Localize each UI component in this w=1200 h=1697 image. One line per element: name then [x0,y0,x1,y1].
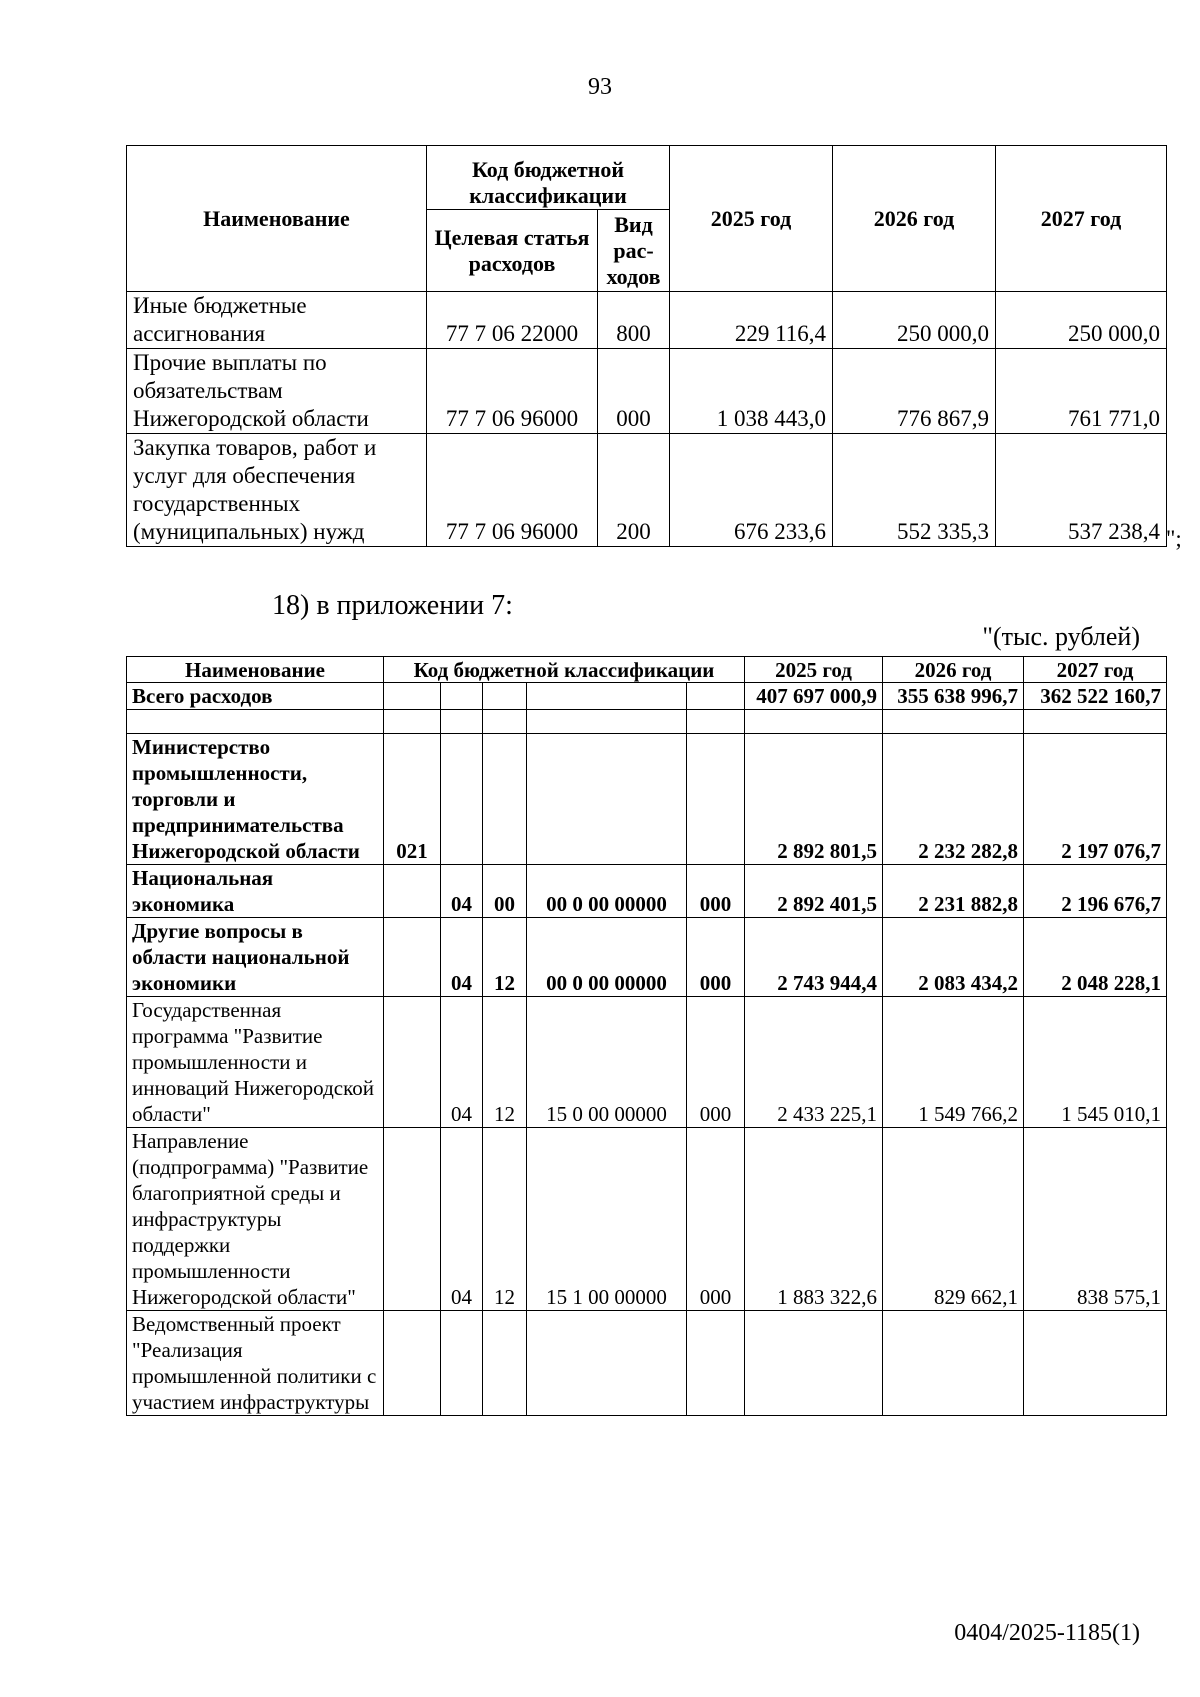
row-2026 [883,1311,1024,1416]
row-2027: 250 000,0 [996,292,1167,349]
row-ved [384,1311,441,1416]
row-name: Национальная экономика [127,865,384,918]
header-code-group: Код бюджетной классификации [427,146,670,210]
row-2025: 676 233,6 [670,434,833,547]
appendix-7-table [126,656,1167,1416]
row-vid: 000 [598,349,670,434]
row-2026: 1 549 766,2 [883,997,1024,1128]
row-2026: 552 335,3 [833,434,996,547]
header-2025: 2025 год [670,146,833,292]
header-name: Наименование [127,146,427,292]
total-2025: 407 697 000,9 [745,683,883,710]
row-name: Ведомственный проект "Реализация промышленной политики с участием инфраструктуры [127,1311,384,1416]
table-closing-quote: "; [1166,526,1182,551]
row-name: Направление (подпрограмма) "Развитие благоприятной среды и инфраструктуры поддержки промышленности Нижегородской области" [127,1128,384,1311]
header-expense-type: Вид рас-ходов [598,210,670,292]
row-ved [384,918,441,997]
row-2025 [745,1311,883,1416]
row-2025: 1 038 443,0 [670,349,833,434]
table-row [127,997,1167,1128]
row-2027: 761 771,0 [996,349,1167,434]
row-2025: 2 892 401,5 [745,865,883,918]
row-ved [384,865,441,918]
total-2027: 362 522 160,7 [1024,683,1167,710]
row-2027: 2 048 228,1 [1024,918,1167,997]
row-vr [687,734,745,865]
row-2027: 2 197 076,7 [1024,734,1167,865]
row-code: 77 7 06 96000 [427,434,598,547]
row-name: Министерство промышленности, торговли и предпринимательства Нижегородской области [127,734,384,865]
row-cs: 15 0 00 00000 [527,997,687,1128]
row-cs [527,1311,687,1416]
row-2026: 776 867,9 [833,349,996,434]
row-rz [441,734,483,865]
row-cs: 00 0 00 00000 [527,918,687,997]
row-2027: 1 545 010,1 [1024,997,1167,1128]
table-row [127,434,1167,547]
row-name: Прочие выплаты по обязательствам Нижегородской области [127,349,427,434]
row-vid: 800 [598,292,670,349]
row-pr: 12 [483,997,527,1128]
row-cs [527,734,687,865]
header-2026: 2026 год [883,657,1024,683]
row-code: 77 7 06 22000 [427,292,598,349]
row-ved: 021 [384,734,441,865]
header-target-article: Целевая статья расходов [427,210,598,292]
row-vr: 000 [687,1128,745,1311]
row-vr: 000 [687,997,745,1128]
row-2026: 2 083 434,2 [883,918,1024,997]
row-name: Закупка товаров, работ и услуг для обеспечения государственных (муниципальных) нужд [127,434,427,547]
row-2026: 2 231 882,8 [883,865,1024,918]
row-rz: 04 [441,997,483,1128]
header-code-group: Код бюджетной классификации [384,657,745,683]
section-heading: 18) в приложении 7: [272,590,513,621]
row-2026: 829 662,1 [883,1128,1024,1311]
table-row [127,1311,1167,1416]
row-2027 [1024,1311,1167,1416]
row-name: Иные бюджетные ассигнования [127,292,427,349]
row-2025: 2 433 225,1 [745,997,883,1128]
header-name: Наименование [127,657,384,683]
row-name: Другие вопросы в области национальной экономики [127,918,384,997]
header-2027: 2027 год [996,146,1167,292]
row-name: Государственная программа "Развитие промышленности и инноваций Нижегородской области" [127,997,384,1128]
row-pr: 12 [483,1128,527,1311]
row-2025: 229 116,4 [670,292,833,349]
empty-row [127,710,1167,734]
row-2025: 2 892 801,5 [745,734,883,865]
units-label: "(тыс. рублей) [982,622,1140,651]
row-vid: 200 [598,434,670,547]
row-ved [384,997,441,1128]
row-vr: 000 [687,918,745,997]
total-row [127,683,1167,710]
row-rz: 04 [441,918,483,997]
row-pr: 00 [483,865,527,918]
row-pr [483,734,527,865]
document-code: 0404/2025-1185(1) [954,1620,1140,1646]
row-code: 77 7 06 96000 [427,349,598,434]
table-row [127,918,1167,997]
row-rz: 04 [441,1128,483,1311]
header-2025: 2025 год [745,657,883,683]
total-name: Всего расходов [127,683,384,710]
total-2026: 355 638 996,7 [883,683,1024,710]
row-2026: 2 232 282,8 [883,734,1024,865]
table-row [127,349,1167,434]
budget-table-continuation [126,145,1167,547]
row-2025: 1 883 322,6 [745,1128,883,1311]
page-number: 93 [588,74,612,100]
row-2027: 2 196 676,7 [1024,865,1167,918]
row-pr [483,1311,527,1416]
row-cs: 00 0 00 00000 [527,865,687,918]
row-rz: 04 [441,865,483,918]
table-row [127,292,1167,349]
header-2027: 2027 год [1024,657,1167,683]
row-vr: 000 [687,865,745,918]
header-2026: 2026 год [833,146,996,292]
row-pr: 12 [483,918,527,997]
row-2027: 838 575,1 [1024,1128,1167,1311]
row-cs: 15 1 00 00000 [527,1128,687,1311]
row-vr [687,1311,745,1416]
table-row [127,865,1167,918]
table-row [127,1128,1167,1311]
row-rz [441,1311,483,1416]
row-2026: 250 000,0 [833,292,996,349]
row-ved [384,1128,441,1311]
table-row [127,734,1167,865]
row-2025: 2 743 944,4 [745,918,883,997]
row-2027: 537 238,4 [996,434,1167,547]
